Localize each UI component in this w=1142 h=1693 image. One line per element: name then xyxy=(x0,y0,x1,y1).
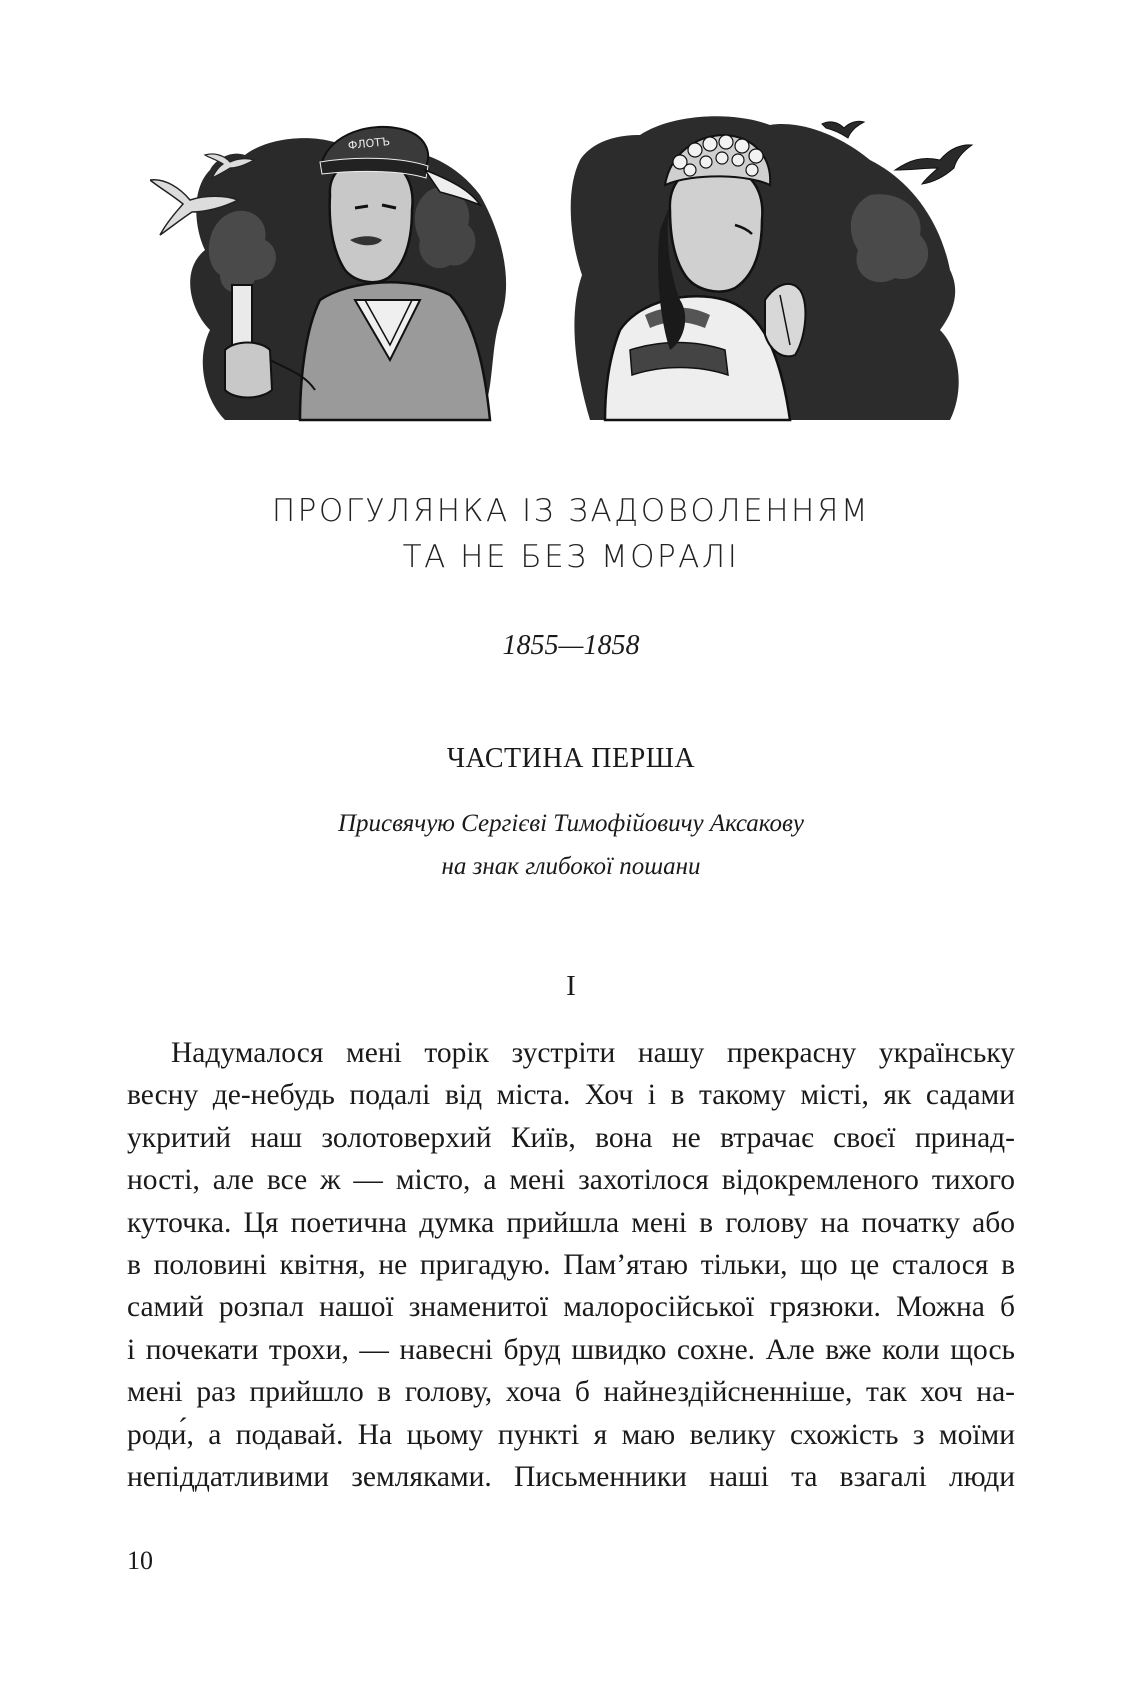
body-paragraph xyxy=(127,1032,1015,1498)
text-line: весну де-небудь подалі від міста. Хоч і в такому місті, як садами xyxy=(127,1079,1015,1112)
chapter-number: І xyxy=(566,970,576,1002)
dedication-line-1: Присвячую Сергієві Тимофійовичу Аксакову xyxy=(337,810,804,837)
text-line: укритий наш золотоверхий Київ, вона не втрачає своєї принад- xyxy=(127,1121,1015,1154)
text-line: мені раз прийшло в голову, хоча б найнездійсненніше, так хоч на- xyxy=(127,1376,1015,1409)
text-line: куточка. Ця поетична думка прийшла мені в голову на початку або xyxy=(127,1206,1015,1239)
text-line: роди́, а подавай. На цьому пункті я маю велику схожість з моїми xyxy=(127,1418,1015,1451)
text-line: непіддатливими земляками. Письменники наші та взагалі люди xyxy=(127,1460,1015,1493)
cap-ribbon-text: ФЛОТЪ xyxy=(347,134,391,153)
years: 1855—1858 xyxy=(502,630,640,661)
girl-illustration xyxy=(571,116,972,420)
page-number: 10 xyxy=(127,1546,153,1575)
story-title xyxy=(0,488,1142,580)
text-line: ності, але все ж — місто, а мені захотілося відокремленого тихого xyxy=(127,1164,1015,1197)
dedication-line-2: на знак глибокої пошани xyxy=(441,853,701,880)
text-line: самий розпал нашої знаменитої малоросійської грязюки. Можна б xyxy=(127,1291,1015,1324)
text-line: і почекати трохи, — навесні бруд швидко сохне. Але вже коли щось xyxy=(127,1333,1015,1366)
text-line: в половині квітня, не пригадую. Пам’ятаю тільки, що це сталося в xyxy=(127,1248,1015,1281)
title-line-1: ПРОГУЛЯНКА ІЗ ЗАДОВОЛЕННЯМ xyxy=(271,493,871,529)
text-line: Надумалося мені торік зустріти нашу прекрасну українську xyxy=(171,1037,1015,1069)
chapter-illustration xyxy=(150,100,1020,460)
part-heading: ЧАСТИНА ПЕРША xyxy=(446,743,696,774)
title-line-2: ТА НЕ БЕЗ МОРАЛІ xyxy=(402,539,740,575)
sailor-illustration xyxy=(150,127,506,420)
dedication xyxy=(0,802,1142,888)
